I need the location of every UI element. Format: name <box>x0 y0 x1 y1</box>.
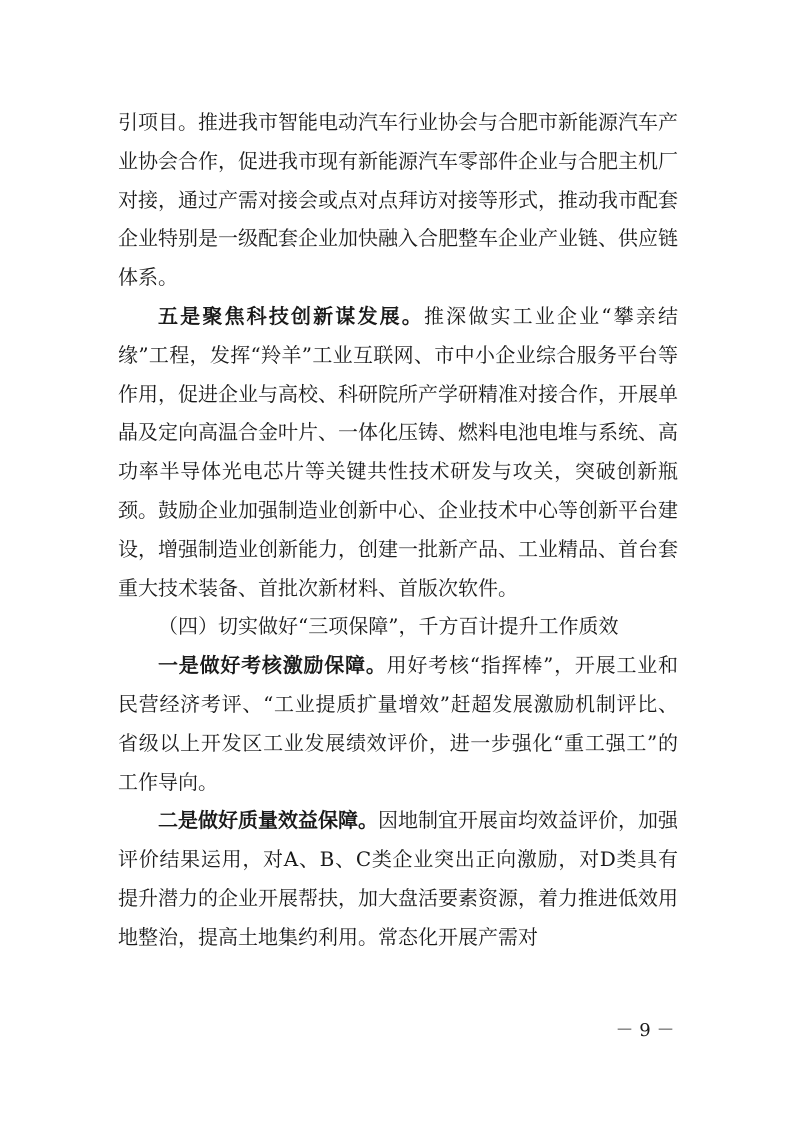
page-number: － 9 － <box>615 1020 675 1041</box>
paragraph-text: 推深做实工业企业“攀亲结缘”工程，发挥“羚羊”工业互联网、市中小企业综合服务平台等作用，促进企业与高校、科研院所产学研精准对接合作，开展单晶及定向高温合金叶片、一体化压铸、燃料电池电堆与系统、高功率半导体光电芯片等关键共性技术研发与攻关，突破创新瓶颈。鼓励企业加强制造业创新中心、企业技术中心等创新平台建设，增强制造业创新能力，创建一批新产品、工业精品、首台套重大技术装备、首批次新材料、首版次软件。 <box>118 303 678 600</box>
paragraph-quality-benefit <box>118 801 678 956</box>
paragraph-tech-innovation <box>118 297 678 607</box>
paragraph-text: 因地制宜开展亩均效益评价，加强评价结果运用，对A、B、C类企业突出正向激励，对D类具有提升潜力的企业开展帮扶，加大盘活要素资源，着力推进低效用地整治，提高土地集约利用。常态化开展产需对 <box>118 808 678 949</box>
section-heading: （四）切实做好“三项保障”，千方百计提升工作质效 <box>158 614 619 639</box>
paragraph-text: 用好考核“指挥棒”，开展工业和民营经济考评、“工业提质扩量增效”赶超发展激励机制评比、省级以上开发区工业发展绩效评价，进一步强化“重工强工”的工作导向。 <box>118 653 679 794</box>
paragraph-lead: 二是做好质量效益保障。 <box>158 808 378 833</box>
document-body <box>118 103 678 957</box>
paragraph-assessment-incentive <box>118 646 678 801</box>
paragraph-lead: 一是做好考核激励保障。 <box>158 653 387 678</box>
paragraph-text: 引项目。推进我市智能电动汽车行业协会与合肥市新能源汽车产业协会合作，促进我市现有新能源汽车零部件企业与合肥主机厂对接，通过产需对接会或点对点拜访对接等形式，推动我市配套企业特别是一级配套企业加快融入合肥整车企业产业链、供应链体系。 <box>118 110 678 290</box>
paragraph-lead: 五是聚焦科技创新谋发展。 <box>158 303 424 328</box>
paragraph-continuation <box>118 103 678 297</box>
